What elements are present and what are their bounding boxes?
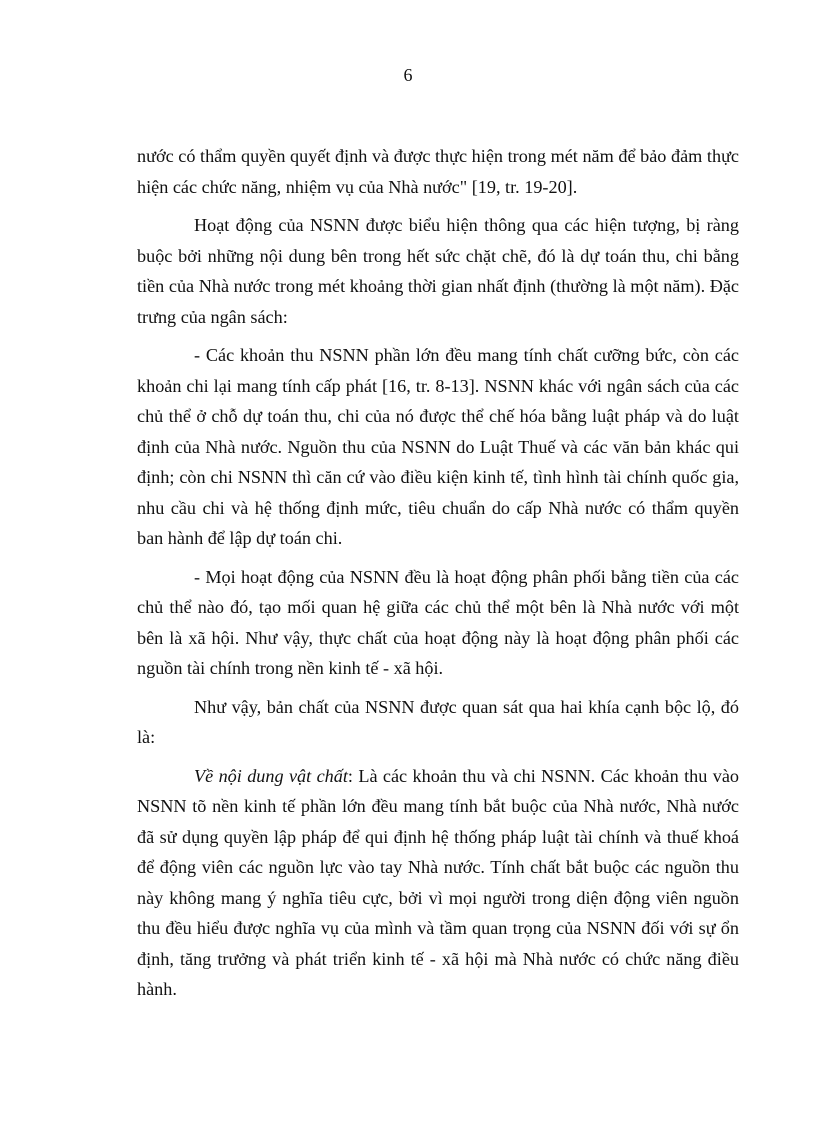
material-content-text: : Là các khoản thu và chi NSNN. Các khoản thu vào NSNN tõ nền kinh tế phần lớn đều mang tính bắt buộc của Nhà nước, Nhà nước đã sử dụng quyền lập pháp để qui định hệ thống pháp luật tài chính và thuế khoá để động viên các nguồn lực vào tay Nhà nước. Tính chất bắt buộc các nguồn thu này không mang ý nghĩa tiêu cực, bởi vì mọi người trong diện động viên nguồn thu đều hiểu được nghĩa vụ của mình và tầm quan trọng của NSNN đối với sự ổn định, tăng trưởng và phát triển kinh tế - xã hội mà Nhà nước có chức năng điều hành. <box>137 765 739 999</box>
paragraph-activity: Hoạt động của NSNN được biểu hiện thông qua các hiện tượng, bị ràng buộc bởi những nội dung bên trong hết sức chặt chẽ, đó là dự toán thu, chi bằng tiền của Nhà nước trong mét khoảng thời gian nhất định (thường là một năm). Đặc trưng của ngân sách: <box>137 215 739 327</box>
page-number: 6 <box>403 65 413 85</box>
paragraph-continuation: nước có thẩm quyền quyết định và được thực hiện trong mét năm để bảo đảm thực hiện các chức năng, nhiệm vụ của Nhà nước" [19, tr. 19-20]. <box>137 146 739 197</box>
paragraph-revenue-feature: - Các khoản thu NSNN phần lớn đều mang tính chất cưỡng bức, còn các khoản chi lại mang tính cấp phát [16, tr. 8-13]. NSNN khác với ngân sách của các chủ thể ở chỗ dự toán thu, chi của nó được thể chế hóa bằng luật pháp và do luật định của Nhà nước. Nguồn thu của NSNN do Luật Thuế và các văn bản khác qui định; còn chi NSNN thì căn cứ vào điều kiện kinh tế, tình hình tài chính quốc gia, nhu cầu chi và hệ thống định mức, tiêu chuẩn do cấp Nhà nước có thẩm quyền ban hành để lập dự toán chi. <box>137 345 739 548</box>
italic-lead-material-content: Về nội dung vật chất <box>194 765 348 786</box>
paragraph-distribution-feature: - Mọi hoạt động của NSNN đều là hoạt động phân phối bằng tiền của các chủ thể nào đó, tạo mối quan hệ giữa các chủ thể một bên là Nhà nước với một bên là xã hội. Như vậy, thực chất của hoạt động này là hoạt động phân phối các nguồn tài chính trong nền kinh tế - xã hội. <box>137 566 739 678</box>
paragraph-nature-intro: Như vậy, bản chất của NSNN được quan sát qua hai khía cạnh bộc lộ, đó là: <box>137 696 739 747</box>
paragraph-material-content <box>137 761 739 1005</box>
body-text <box>137 141 739 1013</box>
